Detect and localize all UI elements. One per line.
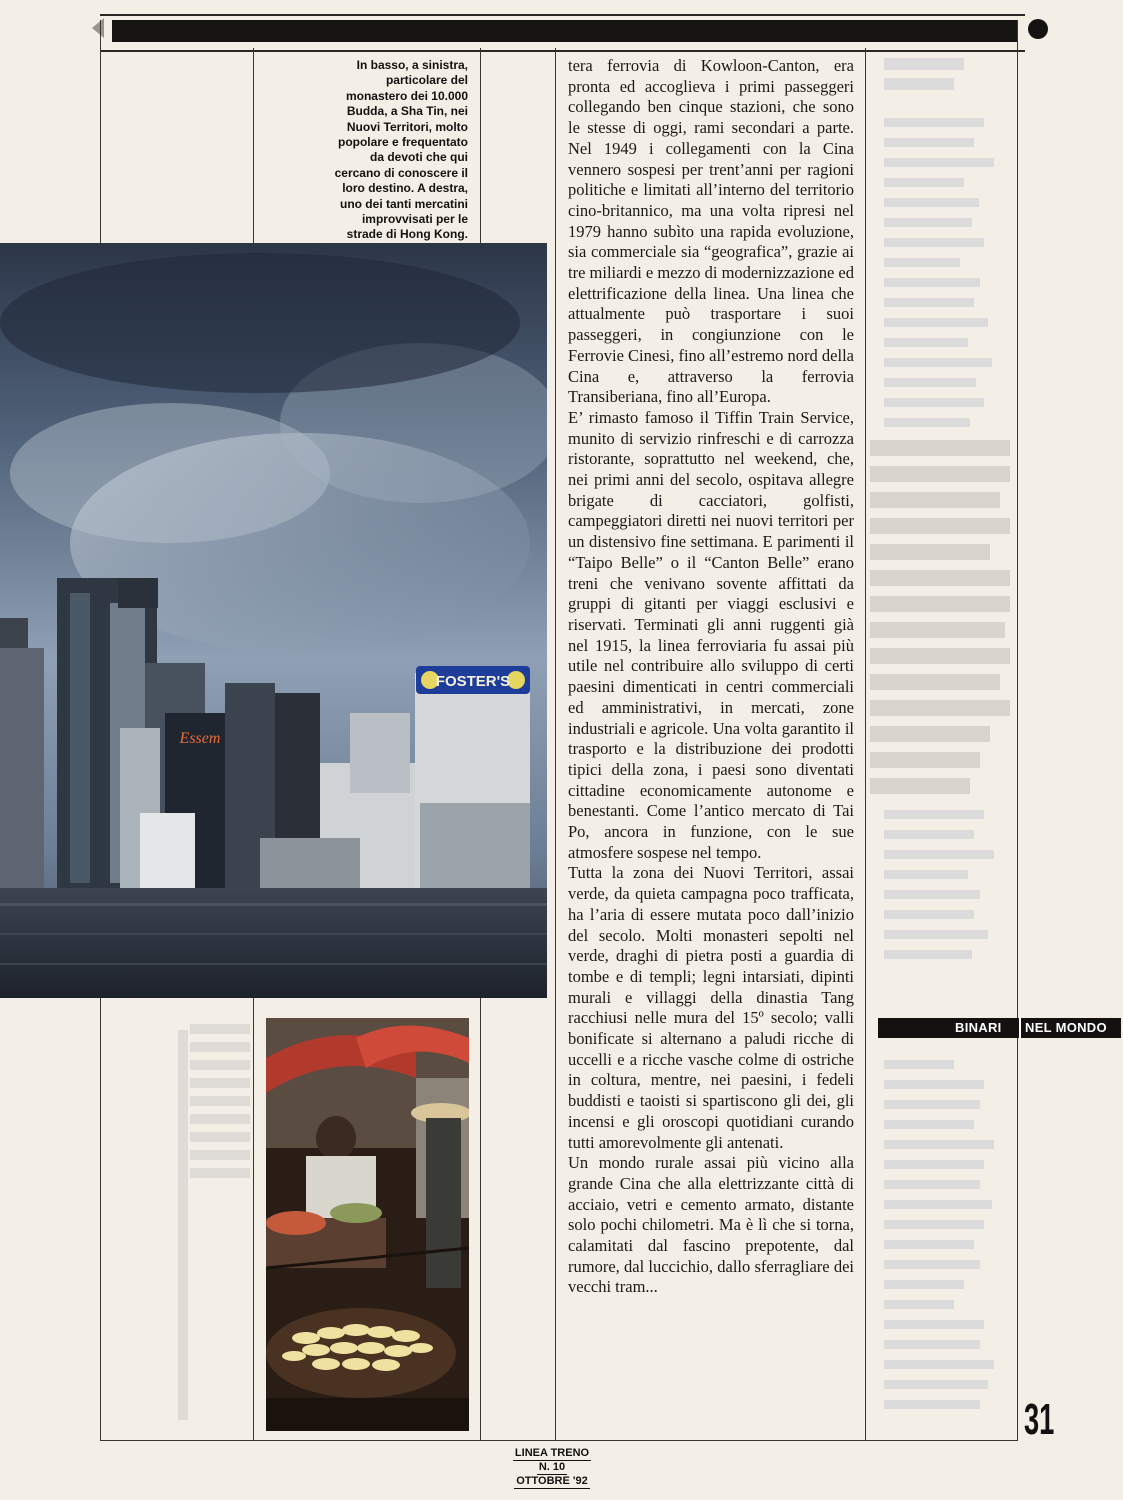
footer-issue: N. 10 — [538, 1461, 566, 1473]
magazine-footer — [497, 1447, 607, 1489]
market-illustration — [266, 1018, 469, 1431]
fosters-sign-text: FOSTER'S — [435, 673, 511, 690]
footer-date: OTTOBRE '92 — [516, 1475, 588, 1487]
caption-line: Budda, a Sha Tin, nei — [346, 104, 468, 119]
frame-line-col-2-top — [480, 48, 481, 243]
article-paragraph: Un mondo rurale assai più vicino alla grande Cina che alla elettrizzante città di acciaio, vetri e cemento armato, distante solo pochi chilometri. Ma è lì che si torna, calamitati dal fascino prepotente, dal rumore, dal luccichio, dallo sferragliare dei vecchi tram... — [568, 1153, 854, 1297]
show-through-pattern — [870, 50, 1020, 1430]
top-bar — [112, 20, 1017, 42]
caption-line: cercano di conoscere il — [334, 165, 468, 180]
section-badge-left: BINARI — [955, 1020, 1002, 1035]
caption-line: monastero dei 10.000 — [345, 88, 468, 103]
show-through-left-pattern — [100, 1018, 255, 1428]
caption-line: particolare del — [385, 73, 468, 88]
caption-line: In basso, a sinistra, — [356, 58, 468, 72]
show-through-left — [100, 1018, 255, 1428]
footer-magazine: LINEA TRENO — [514, 1447, 590, 1459]
caption-line: strade di Hong Kong. — [346, 227, 468, 242]
street-market-photo — [266, 1018, 469, 1431]
frame-line-bottom — [100, 1440, 1018, 1441]
frame-line-col-2-bottom — [480, 998, 481, 1440]
frame-line-col-3 — [555, 48, 556, 1440]
corner-dot — [1028, 19, 1048, 39]
rooftop-sign-text: Essem — [179, 730, 221, 747]
hong-kong-skyline-photo — [0, 243, 547, 998]
frame-line-col-4 — [865, 48, 866, 1440]
caption-line: popolare e frequentato — [337, 135, 468, 150]
show-through-text — [870, 50, 1020, 1430]
caption-line: improvvisati per le — [361, 212, 468, 227]
caption-line: Nuovi Territori, molto — [346, 119, 468, 134]
photo-caption — [322, 58, 468, 243]
left-marker — [92, 18, 104, 38]
caption-line: loro destino. A destra, — [342, 181, 468, 196]
article-body — [568, 56, 854, 1298]
page-number: 31 — [1024, 1395, 1055, 1444]
skyline-illustration — [0, 243, 547, 998]
article-paragraph: tera ferrovia di Kowloon-Canton, era pronta ed accoglieva i primi passeggeri collegando ben cinque stazioni, che sono le stesse di oggi, rami secondari a parte. Nel 1949 i collegamenti con la Cina vennero sospesi per trent’anni per ragioni politiche e limitati all’interno del territorio cino-britannico, ma una volta ripresi nel 1979 hanno subìto una rapida evoluzione, sia commerciale sia “geografica”, grazie ai tre miliardi e mezzo di modernizzazione ed elettrificazione della linea. Una linea che attualmente può trasportare i suoi passeggeri, in congiunzione con le Ferrovie Cinesi, fino all’estremo nord della Cina e, attraverso la ferrovia Transiberiana, fino all’Europa. — [568, 56, 854, 407]
caption-line: da devoti che qui — [369, 150, 468, 165]
article-paragraph: Tutta la zona dei Nuovi Territori, assai verde, da quieta campagna poco trafficata, ha l’aria di essere mutata poco dall’inizio del secolo. Molti monasteri sepolti nel verde, draghi di pietra posti a guardia di tombe e di templi; legni intarsiati, dipinti murali e villaggi della dinastia Tang racchiusi nelle mura del 15º secolo; valli bonificate si alternano a paludi ricche di uccelli e a ricche vasche colme di ostriche in coltura, mentre, nei paesini, i fedeli buddisti e taoisti si spartiscono gli dei, gli incensi e gli oroscopi quotidiani curando tutti amorevolmente gli antenati. — [568, 863, 854, 1152]
article-paragraph: E’ rimasto famoso il Tiffin Train Service, munito di servizio rinfreschi e di carrozza ristorante, soprattutto nel weekend, che, nei primi anni del secolo, ospitava allegre brigate di cacciatori, golfisti, campeggiatori diretti nei nuovi territori per un distensivo fine settimana. E parimenti il “Taipo Belle” o il “Canton Belle” erano treni che venivano sovente affittati da gruppi di gitanti per viaggi esclusivi e riservati. Terminati gli anni ruggenti già nel 1915, la linea ferroviaria fu assai più utile nel contribuire allo sviluppo di certi paesini dimenticati in centri commerciali ed amministrativi, in mercati, zone industriali e agricole. Una volta garantito il trasporto e la distribuzione dei prodotti tipici della zona, i paesi sono diventati cittadine economicamente autonome e benestanti. Come l’antico mercato di Tai Po, ancora in funzione, con le sue atmosfere sospese nel tempo. — [568, 407, 854, 862]
badge-divider — [1019, 1018, 1021, 1038]
section-badge-right: NEL MONDO — [1025, 1020, 1107, 1035]
caption-line: uno dei tanti mercatini — [339, 196, 468, 211]
section-badge — [878, 1018, 1121, 1038]
